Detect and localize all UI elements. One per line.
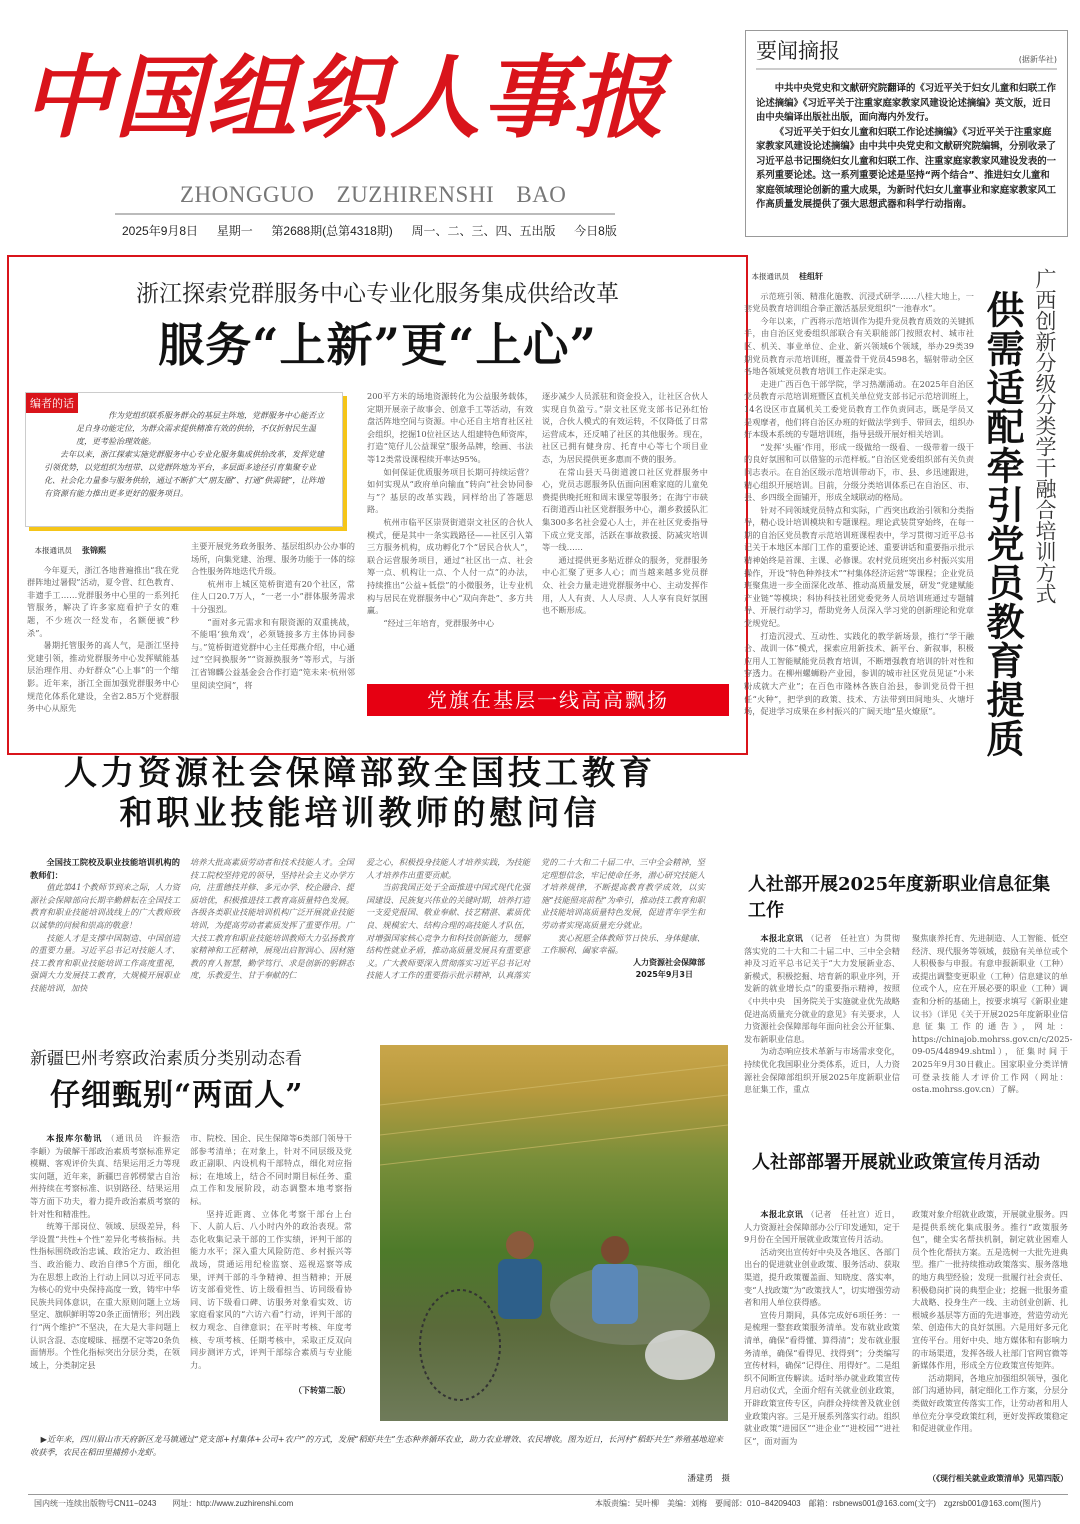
summary-source: (据新华社) xyxy=(1018,55,1057,64)
paragraph: 培养大批高素质劳动者和技术技能人才。全国技工院校坚持党的领导，坚持社会主义办学方向，注重德技并修、多元办学、校企融合、提质培优，积极推进技工教育高质量特色发展。各级各类职业技能培训机构广泛开展就业技能培训，为提高劳动者素质发挥了重要作用。广大技工教育和职业技能培训教师大力弘扬教育家精神和工匠精神，展现出启智润心、因材施教的育人智慧，勤学笃行、求是创新的躬耕态度，乐教爱生、甘于奉献的仁 xyxy=(190,857,354,981)
byline-role: 本报通讯员 xyxy=(34,546,72,555)
paragraph: 今年以来，广西将示范培训作为提升党员教育质效的关键抓手，由自治区党委组织部联合有关职能部门按照农村、城市社区、机关、事业单位、企业、新兴领域6个领域，举办29类39期党员教育示范培训班，覆盖骨干党员4598名，辐射带动全区各地各领域党员教育培训工作走深走实。 xyxy=(744,315,974,377)
dateline xyxy=(122,222,617,239)
paragraph: 衷心祝愿全体教师节日快乐、身体健康、工作顺利、阖家幸福。 xyxy=(541,932,705,956)
reporter: （记者 任社宣） xyxy=(806,1209,875,1219)
feature-subtitle: 浙江探索党群服务中心专业化服务集成供给改革 xyxy=(136,281,619,307)
dateline-label: 本报库尔勒讯 xyxy=(46,1133,103,1143)
editor-note-para: 去年以来，浙江探索实施党群服务中心专业化服务集成供给改革，发挥党建引领优势，以党组织为纽带、以党群阵地为平台，多层面多途径引育集聚专业化、社会化力量参与服务供给，通过不断扩大“朋友圈”、打通“供需链”，让阵地有资源有能力推出更多更好的服务项目。 xyxy=(44,450,325,498)
byline-name: 桂组轩 xyxy=(799,271,823,281)
farmer-figure xyxy=(601,1236,629,1264)
footer-left: 国内统一连续出版物号CN11−0243 网址：http://www.zuzhirenshi.com xyxy=(34,1499,294,1508)
paragraph: 在常山县天马街道渡口社区党群服务中心，党员志愿服务队伍面向困难家庭的儿童免费提供晚托班和周末课堂等服务；在海宁市硖石街道西山社区党群服务中心，潮乡救援队汇集300多名社会爱心人士，并在社区党委指导下成立党支部，活跃在事故救援、防减灾培训等一线…… xyxy=(542,466,708,553)
paragraph: 逐步减少人员派驻和资金投入，让社区合伙人实现自负盈亏。”崇文社区党支部书记孙红怡说，合伙人模式的有效运转，不仅降低了日常运营成本，还反哺了社区的其他服务。现在，社区已拥有健身房、托育中心等七个项目业态，为居民提供更多惠而不费的服务。 xyxy=(542,391,708,464)
paragraph: “经过三年培育，党群服务中心 xyxy=(383,617,495,628)
paragraph: 为贯彻落实党的二十大和二十届二中、三中全会精神及习近平总书记关于“大力发展新业态、新模式，积极挖掘、培育新的职业序列，开发新的就业增长点”的重要指示精神，按照《中共中央 国务院关于实施就业优先战略促进高质量充分就业的意见》有关要求，人力资源社会保障部每年面向社会公开征集、发布新职业信息。 xyxy=(744,933,900,1044)
paragraph: 市、院校、国企、民生保障等6类部门领导干部参考清单；在对象上，针对不同层级及党政正副职、内设机构干部特点，细化对应指标；在地域上，结合不同时期目标任务、重点工作和发展阶段，动态调整本地考察指标。 xyxy=(190,1133,352,1206)
news-summary-box xyxy=(745,30,1068,237)
policy-col-2 xyxy=(912,1208,1068,1470)
paragraph: 活动突出宣传好中央及各地区、各部门出台的促进就业创业政策、服务活动、获取渠道，提升政策覆盖面、知晓度、落实率，变“人找政策”为“政策找人”，切实增强劳动者和用人单位获得感。 xyxy=(744,1246,900,1308)
letter-date: 2025年9月3日 xyxy=(635,969,693,979)
weekday: 星期一 xyxy=(216,224,253,238)
summary-para: 《习近平关于妇女儿童和妇联工作论述摘编》《习近平关于注重家庭家教家风建设论述摘编》由中共中央党史和文献研究院编辑，分别收录了习近平总书记围绕妇女儿童和妇联工作、注重家庭家教家风建设发表的一系列重要论述。这一系列重要论述是坚持“两个结合”、推进妇女儿童和家庭领域理论创新的重大成果，为新时代妇女儿童事业和家庭家教家风工作高质量发展提供了强大思想武器和科学行动指南。 xyxy=(756,126,1057,210)
letter-col-1 xyxy=(30,856,180,1008)
issue-number: 第2688期(总第4318期) xyxy=(271,224,393,238)
paragraph: 示范班引领、精准化施教、沉浸式研学……八桂大地上，一套党员教育培训组合拳正激活基层党组织“一池春水”。 xyxy=(744,290,974,314)
paragraph: 打造沉浸式、互动性、实践化的教学新场景，推行“学干融合、战训一体”模式，探索应用新技术、新平台、新叙事，积极应用人工智能赋能党员教育培训，不断增强教育培训的针对性和穿透力。在柳州螺蛳粉产业园，参训的城市社区党员见证“小米粉成就大产业”；在百色市隆林各族自治县，参训党员骨干担任“火种”，把学到的政策、技术、方法带到田间地头、火塘圩场，促进学习成果在乡村振兴的广阔天地“星火燎原”。 xyxy=(744,630,974,717)
guangxi-headline: 供需适配牵引党员教育提质 xyxy=(980,290,1024,758)
paragraph: 主要开展党务政务服务、基层组织办公办事的场所，向集党建、治理、服务功能于一体的综合性服务阵地迭代升级。 xyxy=(191,541,355,577)
paragraph: 如何保证优质服务项目长期可持续运营？如何实现从“政府单向输血”转向“社会协同参与”？基层的改革实践，同样给出了答题思路。 xyxy=(367,466,533,515)
masthead-logo: 中国组织人事报 xyxy=(22,45,666,151)
xinjiang-col-2 xyxy=(190,1132,352,1384)
photo-caption: ▶近年来，四川眉山市天府新区龙马镇通过“党支部+村集体+公司+农户”的方式，发展“稻虾共生”生态种养循环农业，助力农业增效、农民增收。图为近日，长河村“稻虾共生”养殖基地迎来收获季，农民在稻田里捕捞小龙虾。 xyxy=(30,1434,724,1457)
paragraph: 活动期间，各地应加强组织领导，强化部门沟通协同，制定细化工作方案，分层分类做好政策宣传落实工作，让劳动者和用人单位充分享受政策红利，更好发挥政策稳定和促进就业作用。 xyxy=(912,1372,1068,1434)
divider xyxy=(115,213,615,215)
feature-col-1 xyxy=(27,544,179,719)
policy-jump-note: （《现行相关就业政策清单》见第四版） xyxy=(928,1474,1068,1483)
xinjiang-subtitle: 新疆巴州考察政治素质分类别动态看 xyxy=(30,1049,302,1069)
reporter: （记者 任社宣） xyxy=(806,933,875,943)
newjob-col-2 xyxy=(912,932,1073,1110)
letter-col-4 xyxy=(541,856,705,1008)
letter-headline xyxy=(40,753,680,833)
summary-para: 中共中央党史和文献研究院翻译的《习近平关于妇女儿童和妇联工作论述摘编》《习近平关于注重家庭家教家风建设论述摘编》英文版，近日由中央编译出版社出版，面向海内外发行。 xyxy=(756,83,1057,123)
newjob-col-1 xyxy=(744,932,900,1110)
paragraph: 杭州市临平区崇贤街道崇文社区的合伙人模式，便是其中一条实践路径——社区引入第三方服务机构，成功孵化7个“居民合伙人”，联合运营服务项目，通过“社区出一点、社会筹一点、机构让一点、个人付一点”的办法，持续推出“公益+低偿”的小微服务，让专业机构与居民在党群服务中心“双向奔赴”、多方共赢。 xyxy=(367,516,533,616)
footer-divider xyxy=(28,1494,1068,1495)
paragraph: 200平方米的场地资源转化为公益服务载体，定期开展亲子故事会、创意手工等活动，有效盘活阵地空间与资源。中心还自主培育社区社会组织，挖掘10位社区达人组建特色师资库，打造“笕仔儿公益课堂”服务品牌，绘画、书法等12类常设课程续开率达95%。 xyxy=(367,391,533,464)
editor-note-para: 作为党组织联系服务群众的基层主阵地，党群服务中心能否立足自身功能定位，为群众需求提供精准有效的供给，不仅折射民生温度，更考验治理效能。 xyxy=(76,411,324,446)
paragraph: “面对多元需求和有限资源的双重挑战，不能唱‘独角戏’，必须链接多方主体协同参与。”笕桥街道党群中心主任郑燕介绍，中心通过“空间换服务”“资源换服务”等形式，与浙江省锦麟公益基金会合作打造“笕未来·杭州邻里阅读空间”，将 xyxy=(191,616,355,690)
letter-salutation: 全国技工院校及职业技能培训机构的教师们： xyxy=(30,857,180,880)
policy-col-1 xyxy=(744,1208,900,1488)
paragraph: “发挥‘头雁’作用，形成一级做给一级看、一级带着一级干的良好氛围和可以借鉴的示范样板。”自治区党委组织部有关负责同志表示。在自治区级示范培训带动下，市、县、乡迅速跟进，精心组织开展培训。目前，分级分类培训体系已在自治区、市、县、乡四级全面铺开，形成全域联动的格局。 xyxy=(744,441,974,503)
editor-note-tag: 编者的话 xyxy=(26,393,78,413)
feature-col-2 xyxy=(191,540,355,720)
section-banner: 党旗在基层一线高高飘扬 xyxy=(367,684,729,716)
letter-col-3 xyxy=(366,856,530,1008)
paragraph: 通过提供更多贴近群众的服务，党群服务中心汇聚了更多人心；而当越来越多党员群众、社会力量走进党群服务中心、主动发挥作用，人人有责、人人尽责、人人享有良好氛围也不断形成。 xyxy=(542,554,708,616)
photo-credit: 潘建勇 摄 xyxy=(687,1474,730,1484)
schedule: 周一、二、三、四、五出版 xyxy=(411,224,556,238)
paragraph: 为破解干部政治素质考察标准界定模糊、客观评价失真、结果运用乏力等现实问题，近年来，新疆巴音郭楞蒙古自治州持续在考察标准、识别路径、结果运用等方面下功夫，着力提升政治素质考察的针对性和精准性。 xyxy=(30,1145,180,1219)
page-count: 今日8版 xyxy=(574,224,617,238)
byline-role: 本报通讯员 xyxy=(751,272,789,281)
paragraph: 为动态响应技术革新与市场需求变化，持续优化我国职业分类体系，近日，人力资源社会保障部组织开展2025年度新职业信息征集工作，重点 xyxy=(744,1046,900,1095)
paragraph: 杭州市上城区笕桥街道有20个社区，常住人口20.7万人，“一老一小”群体服务需求十分强烈。 xyxy=(191,578,355,614)
summary-title: 要闻摘报 xyxy=(756,39,840,63)
letter-signer: 人力资源社会保障部 xyxy=(633,957,705,967)
paragraph: 聚焦康养托育、先进制造、人工智能、低空经济、现代服务等领域，鼓励有关单位或个人积极参与申报。有意申报新职业（工种）或提出调整变更职业（工种）信息建议的单位或个人，应在开展必要的职业（工种）调查和分析的基础上，按要求填写《新职业建议书》（详见《关于开展2025年度新职业信息征集工作的通告》，网址：https://chinajob.mohrss.gov.cn/c/2025-09-05/448949.shtml），征集时间于2025年9月30日截止。国家职业分类详情可登录技能人才评价工作网（网址：osta.mohrss.gov.cn）了解。 xyxy=(912,933,1073,1095)
xinjiang-headline: 仔细甄别“两面人” xyxy=(50,1078,304,1113)
newjob-headline: 人社部开展2025年度新职业信息征集工作 xyxy=(748,874,1051,921)
paragraph: 走进广西百色干部学院，学习热潮涌动。在2025年自治区党员教育示范培训班暨区直机关单位党支部书记示范培训班上，14名设区市直属机关工委党员教育工作负责同志，既是学员又是观摩者，他们将自治区办班的好做法学到手、带回去，组织办好本级本系统的专题培训班，指导县级开展好相关培训。 xyxy=(744,378,974,440)
photo-illustration xyxy=(380,1045,728,1421)
policy-headline: 人社部部署开展就业政策宣传月活动 xyxy=(752,1152,1040,1173)
guangxi-article-body xyxy=(744,270,974,830)
paragraph: 技能人才是支撑中国制造、中国创造的重要力量。习近平总书记对技能人才、技工教育和职业技能培训工作高度重视，强调大力发展技工教育，大规模开展职业技能培训，加快 xyxy=(30,932,180,993)
feature-col-4 xyxy=(542,390,708,668)
letter-headline-line: 和职业技能培训教师的慰问信 xyxy=(119,793,601,832)
paragraph: 坚持近距离、立体化考察干部台上台下、人前人后、八小时内外的政治表现。常态化收集记录干部的工作实绩，评判干部的能力水平；深入重大风险防范、乡村振兴等战场，贯通运用纪检监察、巡视巡察等成果，评判干部的斗争精神、担当精神；开展访支部看党性、访上级看担当、访同级看协同、访下级看口碑、访服务对象看实效、访家庭看家风的“六访六看”行动，评判干部的权力观念、自律意识；在平时考核、年度考核、专项考核、任期考核中，采取正反双向同步测评方式，评判干部综合素质与专业能力。 xyxy=(190,1208,352,1370)
dateline-label: 本报北京讯 xyxy=(760,933,804,943)
letter-headline-line: 人力资源社会保障部致全国技工教育 xyxy=(64,753,656,792)
rice-field-photo xyxy=(380,1045,728,1421)
xinjiang-jump-note: （下转第二版） xyxy=(294,1386,350,1395)
byline-name: 张锦熙 xyxy=(82,545,106,555)
fishing-net xyxy=(420,1290,500,1400)
dateline-label: 本报北京讯 xyxy=(760,1209,804,1219)
paragraph: 党的二十大和二十届二中、三中全会精神，坚定理想信念，牢记使命任务，潜心研究技能人才培养规律，不断提高教育教学成效，以实施“技能照亮前程”为牵引，推动技工教育和职业技能培训高质量特色发展，促进青年学生和劳动者实现高质量充分就业。 xyxy=(541,857,705,930)
feature-article xyxy=(7,255,748,755)
feature-col-3 xyxy=(367,390,533,668)
editor-note xyxy=(25,392,343,527)
footer-right: 本版责编：吴叶柳 美编：刘梅 要闻部：010−84209403 邮箱：rsbnews001@163.com(文字) zgzrsb001@163.com(图片) xyxy=(595,1499,1041,1508)
paragraph: 近日，人力资源社会保障部办公厅印发通知，定于9月份在全国开展就业政策宣传月活动。 xyxy=(744,1209,900,1245)
bucket xyxy=(645,1330,715,1380)
paragraph: 政策对象介绍就业政策，开展就业服务。四是提供系统化集成服务。推行“政策服务包”，健全实名帮扶机制，制定就业困难人员个性化帮扶方案。五是选树一大批先进典型。推广一批持续推动政策落实、服务落地的地方典型经验；发现一批履行社会责任、积极稳岗扩岗的典型企业；挖掘一批服务重大战略、投身生产一线、主动创业创新、扎根城乡基层等方面的先进事迹，营造劳动光荣、创造伟大的良好氛围。六是用好多元化宣传平台。用好中央、地方媒体和有影响力的市场渠道，发挥各级人社部门官网官微等新媒体作用，形成全方位政策宣传矩阵。 xyxy=(912,1209,1068,1371)
reporter: （通讯员 许振浩 李頔） xyxy=(30,1133,189,1156)
feature-headline: 服务“上新”更“上心” xyxy=(158,318,597,372)
paragraph: 暑期托管服务的高人气，是浙江坚持党建引领，推动党群服务中心发挥赋能基层治理作用、办好群众“心上事”的一个缩影。近年来，浙江全面加强党群服务中心规范化体系化建设，全省2.85万个党群服务中心从原先 xyxy=(27,640,179,714)
paragraph: 宣传月期间，具体完成好6项任务：一是梳理一整套政策服务清单。发布就业政策清单，确保“看得懂、算得清”；发布就业服务清单，确保“看得见、找得到”；分类编写宣传材料，确保“记得住、用得好”。二是组织不间断宣传解读。适时举办就业政策宣传月启动仪式，全面介绍有关就业创业政策，开辟政策宣传专区，向群众持续普及就业创业政策内容。三是开展系列落实行动。组织就业政策“进园区”“进企业”“进校园”“进社区”，面对面为 xyxy=(744,1309,900,1446)
issue-date: 2025年9月8日 xyxy=(122,224,199,238)
masthead-pinyin: ZHONGGUO ZUZHIRENSHI BAO xyxy=(180,182,567,207)
paragraph: 今年夏天，浙江各地普遍推出“我在党群阵地过暑假”活动，夏令营、红色教育、非遗手工……党群服务中心里的一系列托管服务，解决了许多家庭看护子女的难题，不少班次一经发布，名额便被“秒杀”。 xyxy=(27,564,179,638)
farmer-figure xyxy=(506,1231,534,1259)
paragraph: 统筹干部岗位、领域、层级差异，科学设置“共性+个性”差异化考核指标。共性指标围绕政治忠诚、政治定力、政治担当、政治能力、政治自律5个方面，细化为在思想上政治上行动上同以习近平同志为核心的党中央保持高度一致，铸牢中华民族共同体意识，在重大原则问题上立场坚定、旗帜鲜明等20条正面情形；列出践行“两个维护”不坚决，在大是大非问题上认识含混、态度暧昧、摇摆不定等20条负面情形。个性化指标突出分层分类，在领域上，分类制定县 xyxy=(30,1221,180,1370)
xinjiang-col-1 xyxy=(30,1132,189,1404)
paragraph: 针对不同领域党员特点和实际，广西突出政治引领和分类指导，精心设计培训模块和专题课程。理论武装贯穿始终，在每一期的自治区党员教育示范培训班课程表中，学习贯彻习近平总书记关于本地区本部门工作的重要论述、重要讲话和重要指示批示精神始终是首课、主课、必修课。农村党员班突出乡村振兴实用操作，开设“特色种养技术”“村集体经济运营”等课程；企业党员班聚焦进一步全面深化改革、推动高质量发展，研发“党建赋能产业链”等模块；科协科技社团党委党务人员培训班通过专题辅导、开展行动学习，帮助党务人员深入学习党的创新理论和党章党规党纪。 xyxy=(744,504,974,629)
paragraph: 当前我国正处于全面推进中国式现代化强国建设、民族复兴伟业的关键时期，培养打造一支爱党报国、敬业奉献、技艺精湛、素质优良、规模宏大、结构合理的高技能人才队伍，对增强国家核心竞争力和科技创新能力，缓解结构性就业矛盾，推动高质量发展具有重要意义。广大教师要深入贯彻落实习近平总书记对技能人才工作的重要指示批示精神，认真落实 xyxy=(366,882,530,981)
paragraph: 爱之心，积极投身技能人才培养实践，为技能人才培养作出重要贡献。 xyxy=(366,857,530,880)
letter-col-2 xyxy=(190,856,354,1008)
guangxi-subtitle: 广西创新分级分类学干融合培训方式 xyxy=(1033,268,1057,604)
paragraph: 值此第41个教师节到来之际，人力资源社会保障部向长期辛勤耕耘在全国技工教育和职业技能培训战线上的广大教师致以诚挚的问候和崇高的敬意！ xyxy=(30,882,180,930)
